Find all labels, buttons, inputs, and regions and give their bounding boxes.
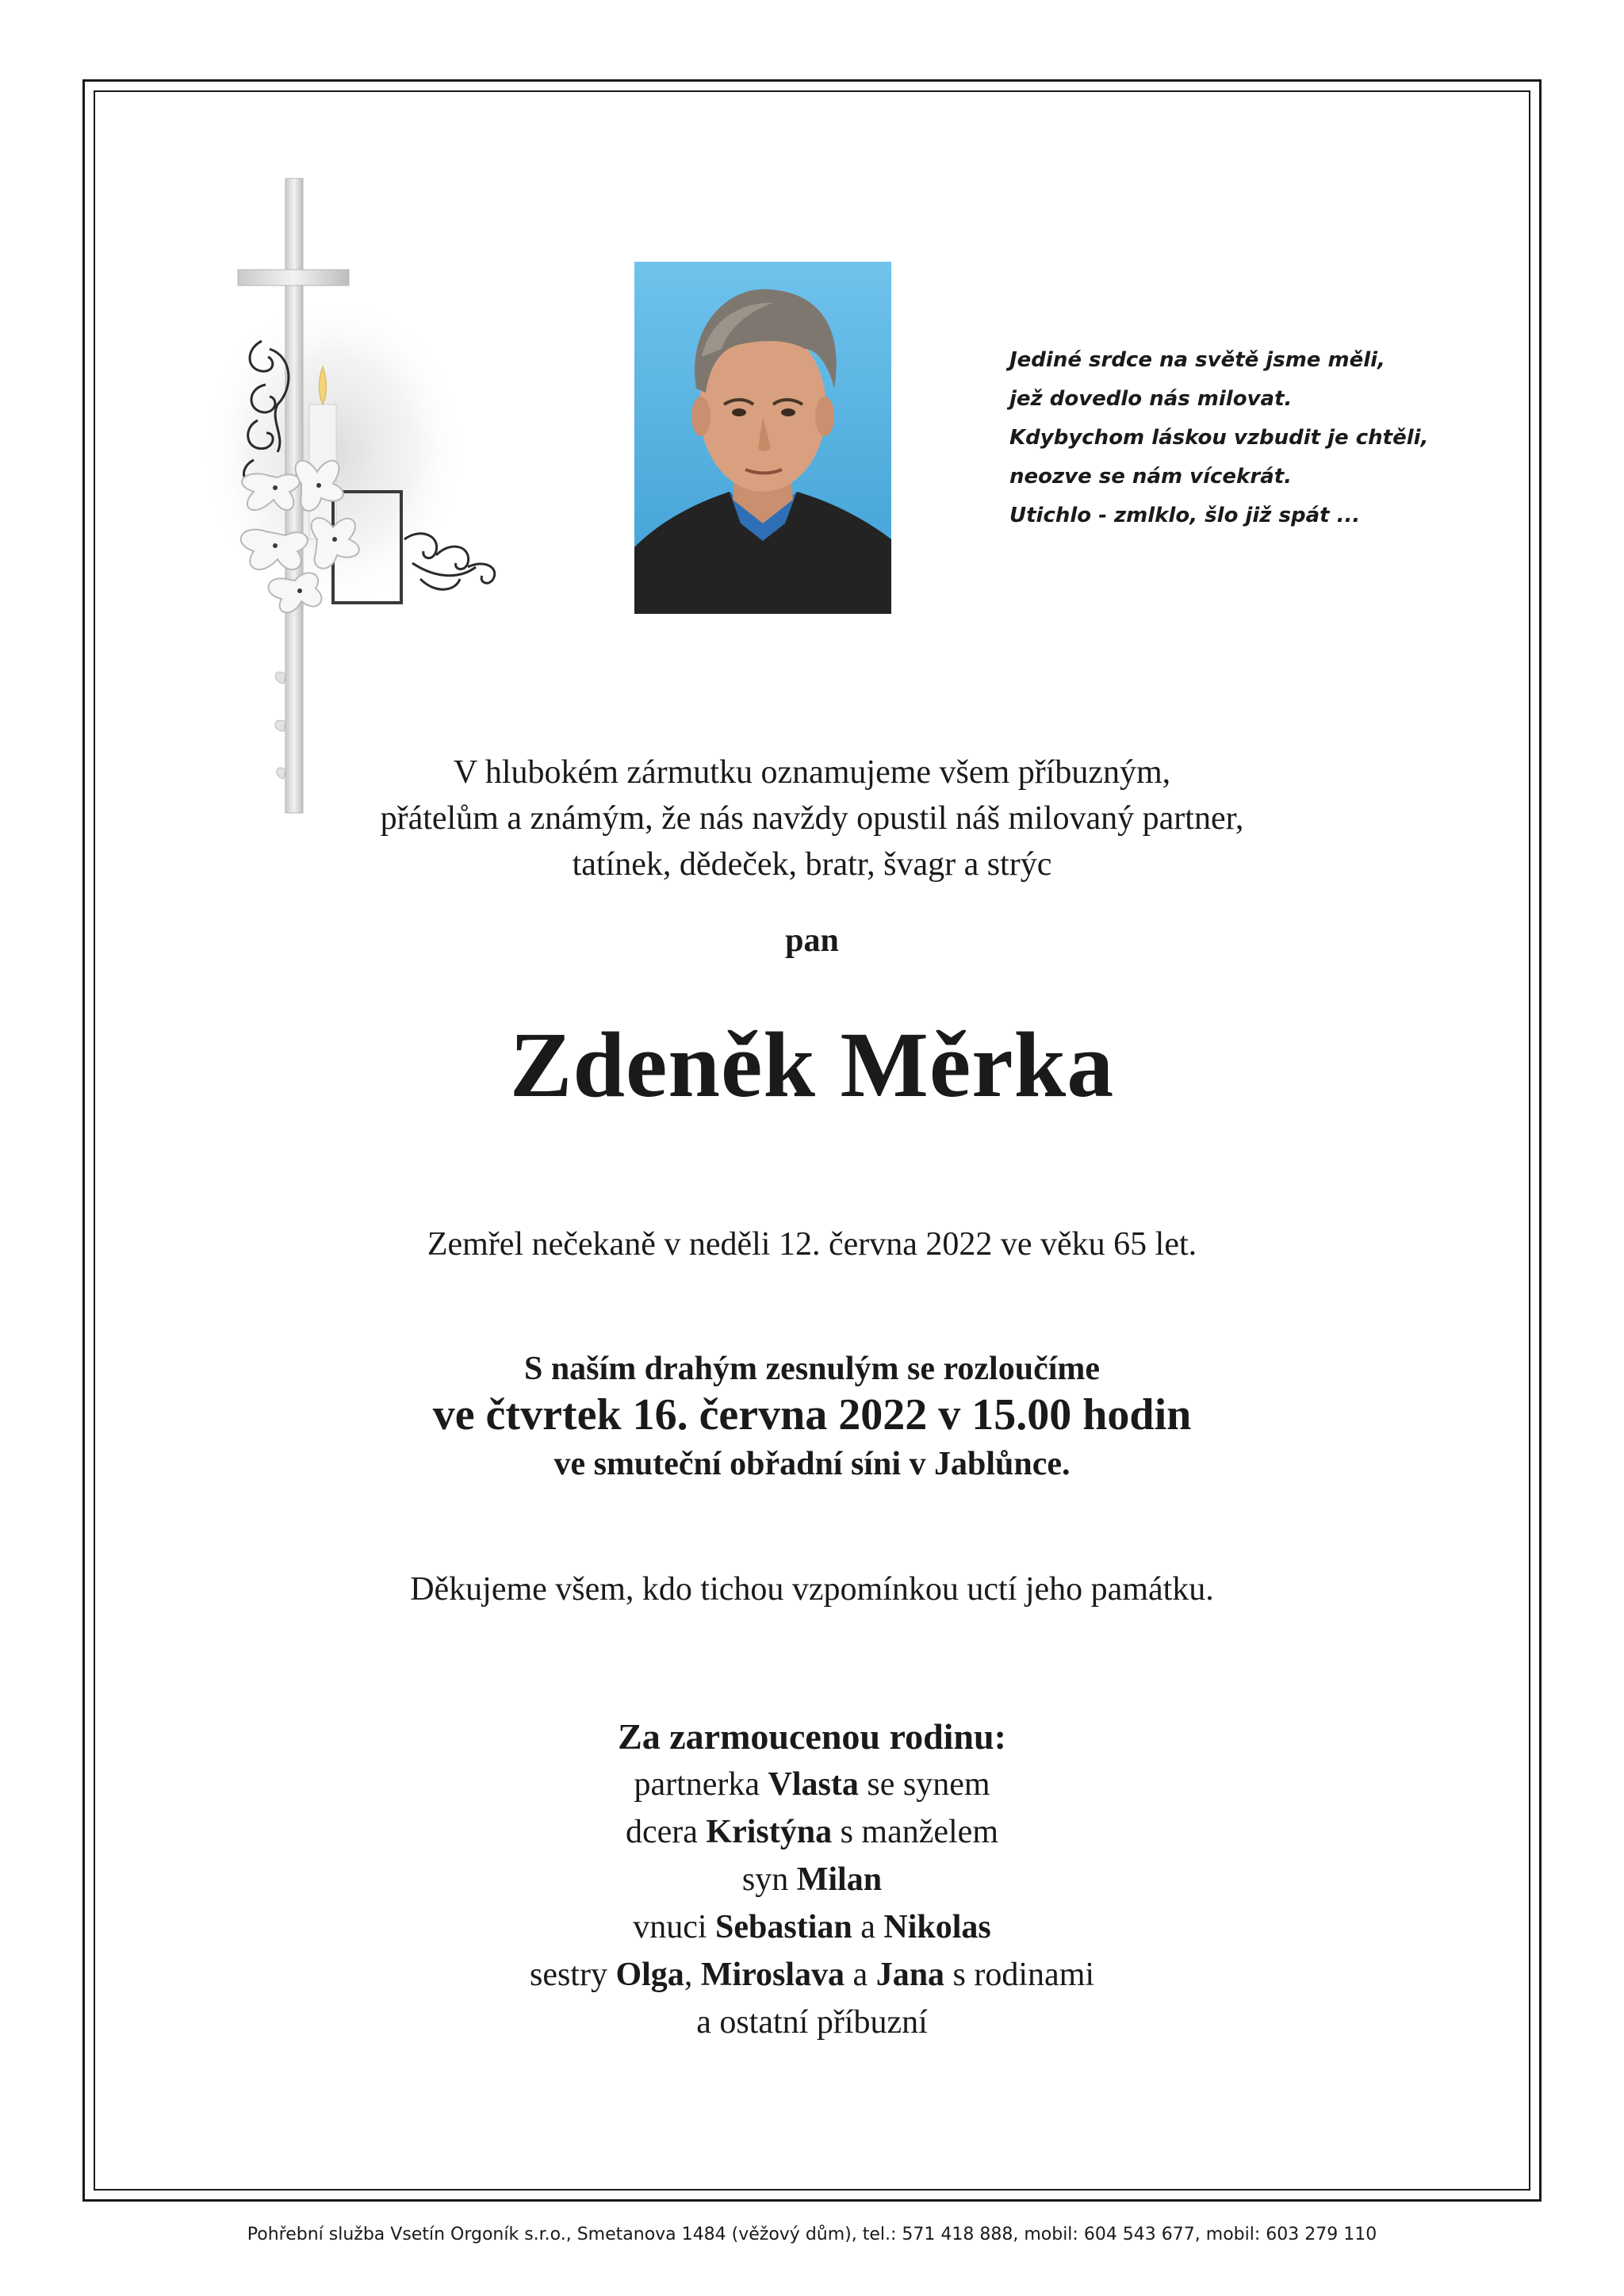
intro-line: V hlubokém zármutku oznamujeme všem příbuzným, — [453, 754, 1171, 791]
family-member-name: Miroslava — [700, 1957, 845, 1993]
family-member-line — [0, 1808, 1624, 1856]
death-notice: Zemřel nečekaně v neděli 12. června 2022 ve věku 65 let. — [427, 1226, 1197, 1263]
poem-line: jež dovedlo nás milovat. — [1009, 387, 1293, 411]
intro-line: tatínek, dědeček, bratr, švagr a strýc — [572, 846, 1052, 883]
poem — [1009, 341, 1454, 535]
funeral-service-footer: Pohřební služba Vsetín Orgoník s.r.o., Smetanova 1484 (věžový dům), tel.: 571 418 888, mobil: 604 543 677, mobil: 603 279 110 — [247, 2225, 1377, 2244]
intro-line: přátelům a známým, že nás navždy opustil náš milovaný partner, — [380, 800, 1244, 837]
family-list — [0, 1761, 1624, 2046]
family-member-name: Olga — [615, 1957, 684, 1993]
family-line-text: a — [852, 1909, 884, 1945]
family-heading: Za zarmoucenou rodinu: — [618, 1716, 1006, 1757]
family-line-text: se synem — [858, 1766, 990, 1803]
poem-line: Utichlo - zmlklo, šlo již spát ... — [1009, 504, 1361, 527]
family-line-text: s manželem — [832, 1814, 998, 1850]
family-line-text: partnerka — [634, 1766, 768, 1803]
family-line-text: dcera — [625, 1814, 707, 1850]
poem-line: neozve se nám vícekrát. — [1009, 465, 1293, 489]
announcement-intro — [0, 749, 1624, 887]
family-member-name: Vlasta — [768, 1766, 859, 1803]
family-line-text: s rodinami — [944, 1957, 1095, 1993]
deceased-name: Zdeněk Měrka — [509, 1013, 1115, 1117]
family-line-text: syn — [741, 1861, 797, 1898]
farewell-date-time: ve čtvrtek 16. června 2022 v 15.00 hodin — [432, 1390, 1192, 1439]
family-line-text: sestry — [529, 1957, 616, 1993]
family-member-name: Jana — [875, 1957, 945, 1993]
salutation: pan — [785, 922, 839, 959]
family-member-line — [0, 1903, 1624, 1951]
family-member-name: Sebastian — [715, 1909, 852, 1945]
family-member-name: Nikolas — [883, 1909, 991, 1945]
family-member-name: Milan — [796, 1861, 883, 1898]
family-member-line — [0, 1999, 1624, 2046]
farewell-line-1: S naším drahým zesnulým se rozloučíme — [523, 1351, 1101, 1387]
family-member-line — [0, 1951, 1624, 1999]
family-member-line — [0, 1856, 1624, 1903]
cross-candle-lily-icon — [198, 167, 515, 841]
family-line-text: , — [684, 1957, 701, 1993]
thanks-line: Děkujeme všem, kdo tichou vzpomínkou uctí jeho památku. — [410, 1571, 1214, 1608]
family-member-line — [0, 1761, 1624, 1808]
poem-line: Jediné srdce na světě jsme měli, — [1009, 348, 1385, 372]
family-line-text: vnuci — [633, 1909, 716, 1945]
family-line-text: a — [845, 1957, 876, 1993]
portrait-photo — [634, 262, 891, 614]
farewell-place: ve smuteční obřadní síni v Jablůnce. — [553, 1446, 1071, 1482]
family-member-name: Kristýna — [706, 1814, 833, 1850]
family-line-text: a ostatní příbuzní — [696, 2004, 928, 2041]
poem-line: Kdybychom láskou vzbudit je chtěli, — [1009, 426, 1429, 450]
